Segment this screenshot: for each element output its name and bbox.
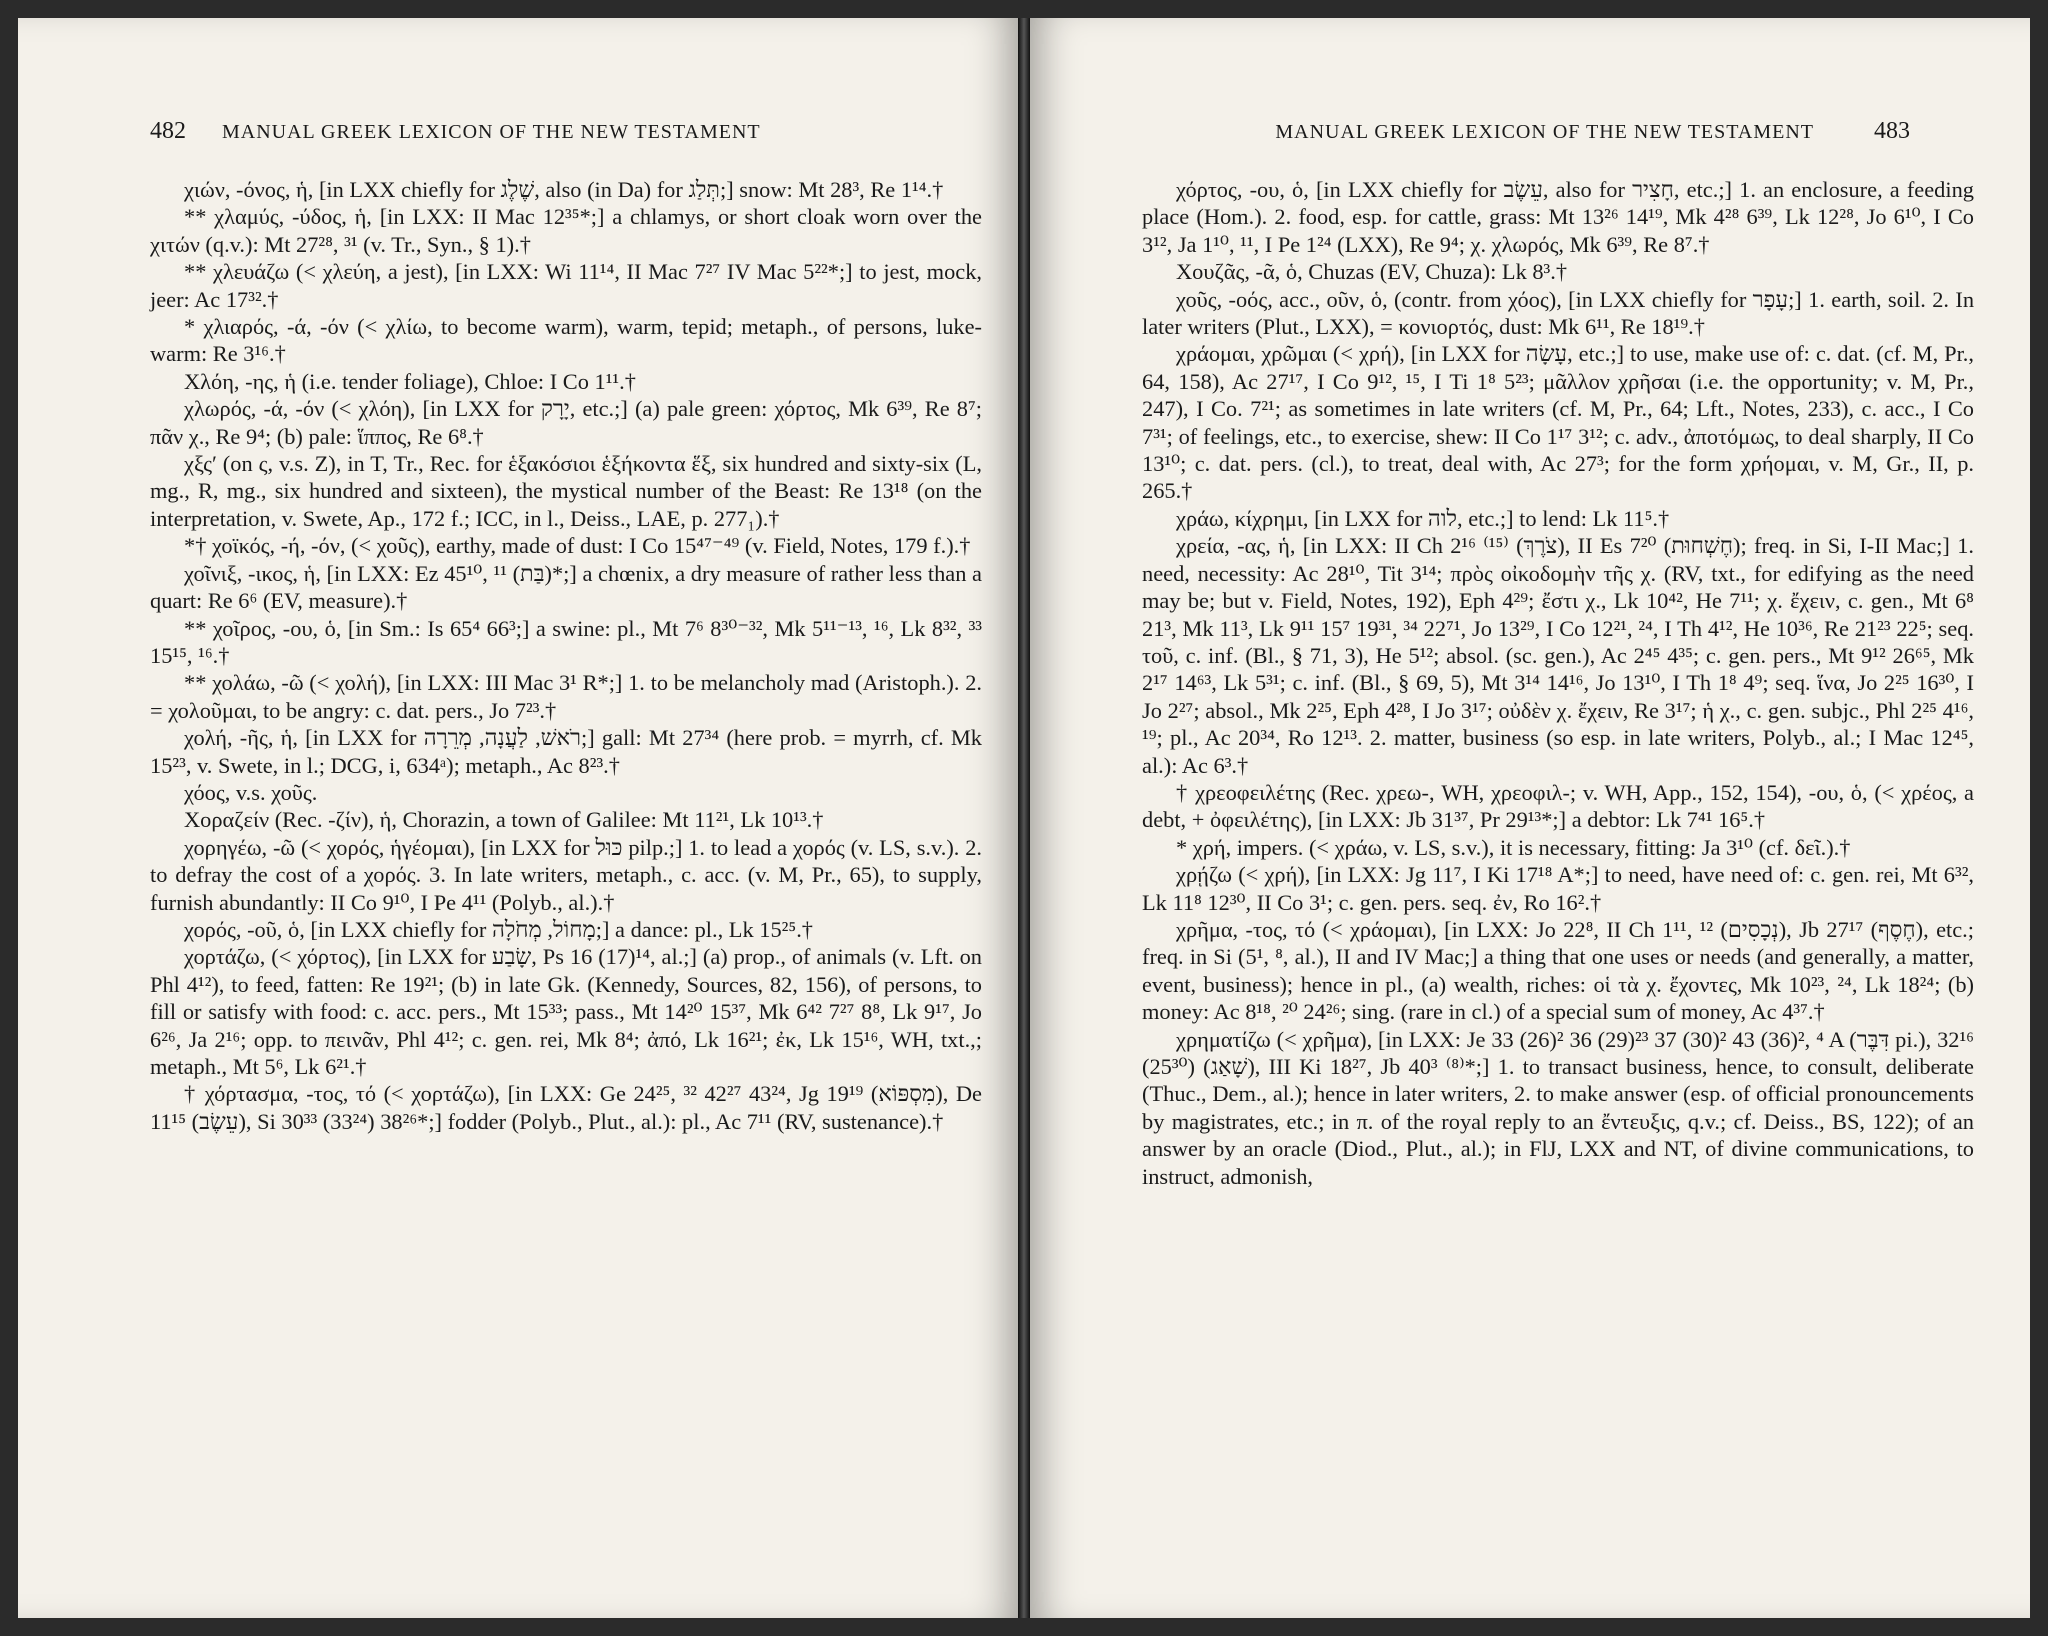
running-head-title: MANUAL GREEK LEXICON OF THE NEW TESTAMENT	[1275, 121, 1814, 143]
lexicon-entry: χρῄζω (< χρή), [in LXX: Jg 11⁷, I Ki 17¹⁸ A*;] to need, have need of: c. gen. rei, Mt 6³², Lk 11⁸ 12³⁰, II Co 3¹; c. gen. pers. seq. ἐν, Ro 16².†	[1142, 862, 1974, 915]
lexicon-entry: † χόρτασμα, -τος, τό (< χορτάζω), [in LXX: Ge 24²⁵, ³² 42²⁷ 43²⁴, Jg 19¹⁹ (מִסְפּוֹא), De 11¹⁵ (עֵשֶׂב), Si 30³³ (33²⁴) 38²⁶*;] fodder (Polyb., Plut., al.): pl., Ac 7¹¹ (RV, sustenance).†	[150, 1081, 982, 1134]
lexicon-entry: χράω, κίχρημι, [in LXX for לוה, etc.;] to lend: Lk 11⁵.†	[1176, 505, 1670, 531]
lexicon-entry: χλωρός, -ά, -όν (< χλόη), [in LXX for יָרָק, etc.;] (a) pale green: χόρτος, Mk 6³⁹, Re 8⁷; πᾶν χ., Re 9⁴; (b) pale: ἵππος, Re 6⁸.†	[150, 396, 982, 449]
lexicon-entry: χρῆμα, -τος, τό (< χράομαι), [in LXX: Jo 22⁸, II Ch 1¹¹, ¹² (נְכָסִים), Jb 27¹⁷ (חֶסֶף), etc.; freq. in Si (5¹, ⁸, al.), II and IV Mac;] a thing that one uses or needs (and generally, a matter, event, business); hence in pl., (a) wealth, riches: οἱ τὰ χ. ἔχοντες, Mk 10²³, ²⁴, Lk 18²⁴; (b) money: Ac 8¹⁸, ²⁰ 24²⁶; sing. (rare in cl.) of a special sum of money, Ac 4³⁷.†	[1142, 916, 1974, 1025]
left-page	[18, 18, 1018, 1618]
lexicon-entry: χρηματίζω (< χρῆμα), [in LXX: Je 33 (26)² 36 (29)²³ 37 (30)² 43 (36)², ⁴ A (דִּבֶּר pi.), 32¹⁶ (25³⁰) (שָׁאַג), III Ki 18²⁷, Jb 40³ ⁽⁸⁾*;] 1. to transact business, hence, to consult, deliberate (Thuc., Dem., al.); hence in later writers, 2. to make answer (esp. of official pronouncements by magistrates, etc.; in π. of the royal reply to an ἔντευξις, q.v.; cf. Deiss., BS, 122); of an answer by an oracle (Diod., Plut., al.); in FlJ, LXX and NT, of divine communications, to instruct, admonish,	[1142, 1026, 1975, 1189]
book-gutter	[1018, 18, 1030, 1618]
lexicon-entry: ** χοῖρος, -ου, ὁ, [in Sm.: Is 65⁴ 66³;] a swine: pl., Mt 7⁶ 8³⁰⁻³², Mk 5¹¹⁻¹³, ¹⁶, Lk 8³², ³³ 15¹⁵, ¹⁶.†	[150, 615, 982, 668]
right-entries	[1142, 176, 1974, 1578]
page-number: 482	[150, 118, 186, 144]
left-entries	[150, 176, 982, 1578]
lexicon-entry: χολή, -ῆς, ἡ, [in LXX for רֹאשׁ, לַעֲנָה, מְרֵרָה;] gall: Mt 27³⁴ (here prob. = myrrh, cf. Mk 15²³, v. Swete, in l.; DCG, i, 634ᵃ); metaph., Ac 8²³.†	[150, 725, 982, 778]
lexicon-entry: * χρή, impers. (< χράω, v. LS, s.v.), it is necessary, fitting: Ja 3¹⁰ (cf. δεῖ.).†	[1176, 834, 1851, 860]
lexicon-entry: † χρεοφειλέτης (Rec. χρεω-, WH, χρεοφιλ-; v. WH, App., 152, 154), -ου, ὁ, (< χρέος, a debt, + ὀφειλέτης), [in LXX: Jb 31³⁷, Pr 29¹³*;] a debtor: Lk 7⁴¹ 16⁵.†	[1142, 779, 1974, 833]
lexicon-entry: χορηγέω, -ῶ (< χορός, ἡγέομαι), [in LXX for כּוּל pilp.;] 1. to lead a χορός (v. LS, s.v.). 2. to defray the cost of a χορός. 3. In late writers, metaph., c. acc. (v. M, Pr., 65), to supply, furnish abundantly: II Co 9¹⁰, I Pe 4¹¹ (Polyb., al.).†	[150, 834, 982, 915]
running-head-title: MANUAL GREEK LEXICON OF THE NEW TESTAMENT	[222, 121, 761, 143]
lexicon-entry: Χλόη, -ης, ἡ (i.e. tender foliage), Chloe: I Co 1¹¹.†	[184, 368, 636, 394]
lexicon-entry: χορτάζω, (< χόρτος), [in LXX for שָׂבַע, Ps 16 (17)¹⁴, al.;] (a) prop., of animals (v. Lft. on Phl 4¹²), to feed, fatten: Re 19²¹; (b) in late Gk. (Kennedy, Sources, 82, 156), of persons, to fill or satisfy with food: c. acc. pers., Mt 15³³; pass., Mt 14²⁰ 15³⁷, Mk 6⁴² 7²⁷ 8⁸, Lk 9¹⁷, Jo 6²⁶, Ja 2¹⁶; opp. to πεινᾶν, Phl 4¹²; c. gen. rei, Mk 8⁴; ἀπό, Lk 16²¹; ἐκ, Lk 15¹⁶, WH, txt.,; metaph., Mt 5⁶, Lk 6²¹.†	[150, 944, 982, 1079]
page-number: 483	[1874, 118, 1910, 144]
lexicon-entry: χόρτος, -ου, ὁ, [in LXX chiefly for עֵשֶׂב, also for חָצִיר, etc.;] 1. an enclosure, a feeding place (Hom.). 2. food, esp. for cattle, grass: Mt 13²⁶ 14¹⁹, Mk 4²⁸ 6³⁹, Lk 12²⁸, Jo 6¹⁰, I Co 3¹², Ja 1¹⁰, ¹¹, I Pe 1²⁴ (LXX), Re 9⁴; χ. χλωρός, Mk 6³⁹, Re 8⁷.†	[1142, 177, 1974, 257]
lexicon-entry: χράομαι, χρῶμαι (< χρή), [in LXX for עָשָׂה, etc.;] to use, make use of: c. dat. (cf. M, Pr., 64, 158), Ac 27¹⁷, I Co 9¹², ¹⁵, I Ti 1⁸ 5²³; μᾶλλον χρῆσαι (i.e. the opportunity; v. M, Pr., 247), I Co. 7²¹; as sometimes in late writers (cf. M, Pr., 64; Lft., Notes, 233), c. acc., I Co 7³¹; of feelings, etc., to exercise, shew: II Co 1¹⁷ 3¹²; c. adv., ἀποτόμως, to deal sharply, II Co 13¹⁰; c. dat. pers. (cl.), to treat, deal with, Ac 27³; for the form χρήομαι, v. M, Gr., II, p. 265.†	[1142, 341, 1974, 504]
lexicon-entry: ** χλευάζω (< χλεύη, a jest), [in LXX: Wi 11¹⁴, II Mac 7²⁷ IV Mac 5²²*;] to jest, mock, jeer: Ac 17³².†	[150, 259, 982, 312]
right-page	[1030, 18, 2030, 1618]
lexicon-entry: χιών, -όνος, ἡ, [in LXX chiefly for שֶׁלֶג, also (in Da) for תְּלַג;] snow: Mt 28³, Re 1¹⁴.†	[184, 177, 944, 202]
lexicon-entry: ** χολάω, -ῶ (< χολή), [in LXX: III Mac 3¹ R*;] 1. to be melancholy mad (Aristoph.). 2. = χολοῦμαι, to be angry: c. dat. pers., Jo 7²³.†	[150, 670, 982, 723]
lexicon-entry: Χουζᾶς, -ᾶ, ὁ, Chuzas (EV, Chuza): Lk 8³.†	[1176, 259, 1568, 285]
lexicon-entry: * χλιαρός, -ά, -όν (< χλίω, to become warm), warm, tepid; metaph., of persons, luke-warm: Re 3¹⁶.†	[150, 314, 982, 367]
running-head	[1210, 118, 1910, 158]
lexicon-entry: χρεία, -ας, ἡ, [in LXX: II Ch 2¹⁶ ⁽¹⁵⁾ (צֹרֶךְ), II Es 7²⁰ (חֶשְׁחוּת); freq. in Si, I-II Mac;] 1. need, necessity: Ac 28¹⁰, Tit 3¹⁴; πρὸς οἰκοδομὴν τῆς χ. (RV, txt., for edifying as the need may be; but v. Field, Notes, 192), Eph 4²⁹; ἔστι χ., Lk 10⁴², He 7¹¹; χ. ἔχειν, c. gen., Mt 6⁸ 21³, Mk 11³, Lk 9¹¹ 15⁷ 19³¹, ³⁴ 22⁷¹, Jo 13²⁹, I Co 12²¹, ²⁴, I Th 4¹², He 10³⁶, Re 21²³ 22⁵; seq. τοῦ, c. inf. (Bl., § 71, 3), He 5¹²; absol. (sc. gen.), Ac 2⁴⁵ 4³⁵; c. gen. pers., Mt 9¹² 26⁶⁵, Mk 2¹⁷ 14⁶³, Lk 5³¹; c. inf. (Bl., § 69, 5), Mt 3¹⁴ 14¹⁶, Jo 13¹⁰, I Th 1⁸ 4⁹; seq. ἵνα, Jo 2²⁵ 16³⁰, I Jo 2²⁷; absol., Mk 2²⁵, Eph 4²⁸, I Jo 3¹⁷; οὐδὲν χ. ἔχειν, Re 3¹⁷; ἡ χ., c. gen. subjc., Phl 2²⁵ 4¹⁶, ¹⁹; pl., Ac 20³⁴, Ro 12¹³. 2. matter, business (so esp. in late writers, Polyb., al.; I Mac 12⁴⁵, al.): Ac 6³.†	[1142, 533, 1974, 778]
lexicon-entry: χοῦς, -οός, acc., οῦν, ὁ, (contr. from χόος), [in LXX chiefly for עָפָר;] 1. earth, soil. 2. In later writers (Plut., LXX), = κονιορτός, dust: Mk 6¹¹, Re 18¹⁹.†	[1142, 286, 1975, 340]
lexicon-entry: χξς′ (on ς, v.s. Z), in T, Tr., Rec. for ἑξακόσιοι ἑξήκοντα ἕξ, six hundred and sixty-six (L, mg., R, mg., six hundred and sixteen), the mystical number of the Beast: Re 13¹⁸ (on the interpretation, v. Swete, Ap., 172 f.; ICC, in l., Deiss., LAE, p. 277₁).†	[150, 451, 982, 531]
lexicon-entry: *† χοϊκός, -ή, -όν, (< χοῦς), earthy, made of dust: I Co 15⁴⁷⁻⁴⁹ (v. Field, Notes, 179 f.).†	[184, 533, 971, 559]
lexicon-entry: ** χλαμύς, -ύδος, ἡ, [in LXX: II Mac 12³⁵*;] a chlamys, or short cloak worn over the χιτών (q.v.): Mt 27²⁸, ³¹ (v. Tr., Syn., § 1).†	[150, 204, 982, 257]
lexicon-entry: χόος, v.s. χοῦς.	[184, 779, 318, 805]
lexicon-entry: χορός, -οῦ, ὁ, [in LXX chiefly for מָחוֹל, מְחֹלָה;] a dance: pl., Lk 15²⁵.†	[184, 916, 813, 942]
lexicon-entry: Χοραζείν (Rec. -ζίν), ἡ, Chorazin, a town of Galilee: Mt 11²¹, Lk 10¹³.†	[184, 807, 824, 833]
lexicon-entry: χοῖνιξ, -ικος, ἡ, [in LXX: Ez 45¹⁰, ¹¹ (בַּת)*;] a chœnix, a dry measure of rather less than a quart: Re 6⁶ (EV, measure).†	[150, 560, 982, 614]
running-head	[150, 118, 958, 158]
